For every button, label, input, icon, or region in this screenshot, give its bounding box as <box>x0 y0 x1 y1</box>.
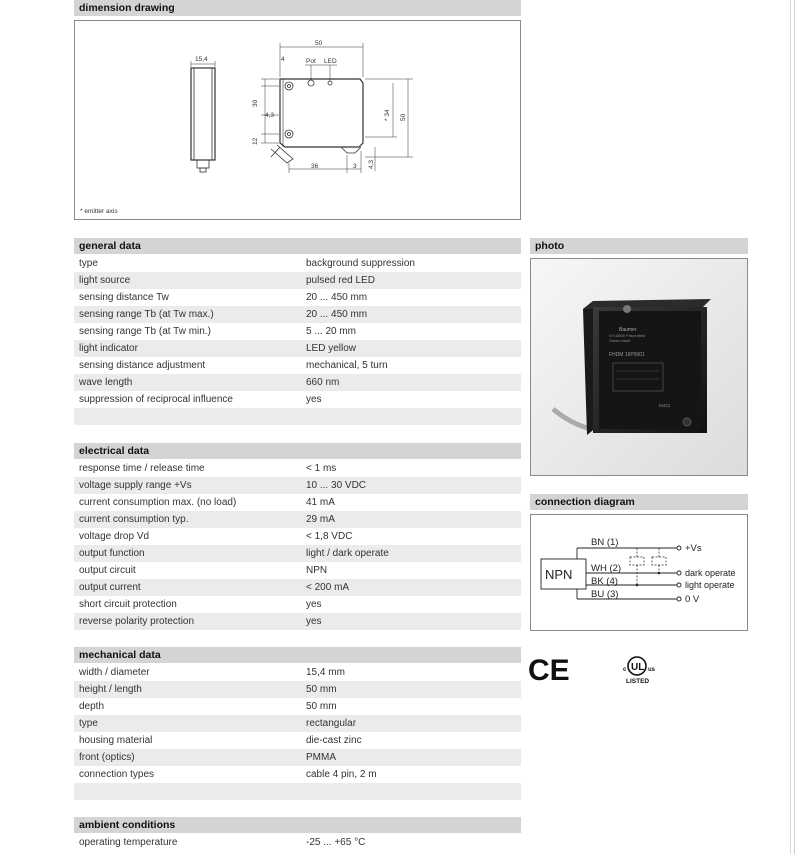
photo-brand-label: Baumer <box>619 327 637 333</box>
row-value: 20 ... 450 mm <box>306 292 368 303</box>
row-value: 41 mA <box>306 497 335 508</box>
row-label: voltage drop Vd <box>79 531 150 542</box>
dimension-drawing-header: dimension drawing <box>74 0 521 16</box>
row-label: reverse polarity protection <box>79 616 195 627</box>
dim-30-label: 30 <box>252 99 259 107</box>
ul-listed-icon <box>618 654 662 686</box>
wire-bu-label: BU (3) <box>591 589 619 600</box>
row-label: voltage supply range +Vs <box>79 480 192 491</box>
output-vs-label: +Vs <box>685 543 702 554</box>
row-value: NPN <box>306 565 328 576</box>
row-label: response time / release time <box>79 463 205 474</box>
ambient-conditions-header: ambient conditions <box>74 817 521 833</box>
table-row <box>74 272 521 289</box>
dim-3-label: 3 <box>353 163 357 170</box>
row-label: wave length <box>79 377 133 388</box>
photo-panel <box>530 258 748 476</box>
page-edge-line <box>790 0 791 854</box>
table-row <box>74 477 521 494</box>
dim-34-label: * 34 <box>384 109 391 121</box>
mechanical-data-header: mechanical data <box>74 647 521 663</box>
row-label: output function <box>79 548 145 559</box>
photo-origin-label: Swiss made <box>609 338 631 343</box>
table-row <box>74 698 521 715</box>
row-value: cable 4 pin, 2 m <box>306 769 377 780</box>
row-value: yes <box>306 616 322 627</box>
table-row <box>74 613 521 630</box>
row-value: mechanical, 5 turn <box>306 360 388 371</box>
row-label: output circuit <box>79 565 136 576</box>
table-row <box>74 749 521 766</box>
dim-50v-label: 50 <box>400 113 407 121</box>
table-row <box>74 289 521 306</box>
row-value: rectangular <box>306 718 357 729</box>
row-value: 50 mm <box>306 701 337 712</box>
row-value: 50 mm <box>306 684 337 695</box>
electrical-data-table <box>74 460 521 630</box>
row-value: yes <box>306 394 322 405</box>
row-value: < 1,8 VDC <box>306 531 353 542</box>
table-row <box>74 562 521 579</box>
table-row <box>74 494 521 511</box>
table-row <box>74 511 521 528</box>
row-value: -25 ... +65 °C <box>306 837 366 848</box>
sensor-photo <box>531 259 747 475</box>
row-label: housing material <box>79 735 153 746</box>
output-dark-label: dark operate <box>685 568 736 578</box>
electrical-data-header: electrical data <box>74 443 521 459</box>
table-row <box>74 391 521 408</box>
row-label: connection types <box>79 769 155 780</box>
row-value: 660 nm <box>306 377 340 388</box>
output-light-label: light operate <box>685 580 735 590</box>
row-label: front (optics) <box>79 752 135 763</box>
npn-label: NPN <box>545 567 573 582</box>
row-label: type <box>79 258 98 269</box>
output-0v-label: 0 V <box>685 594 700 605</box>
row-label: sensing distance adjustment <box>79 360 206 371</box>
general-data-table <box>74 255 521 425</box>
table-row <box>74 306 521 323</box>
row-label: light source <box>79 275 131 286</box>
table-row <box>74 528 521 545</box>
wire-wh-label: WH (2) <box>591 563 622 574</box>
ul-c-text: c <box>623 667 627 673</box>
dim-top-label: 50 <box>315 40 323 47</box>
row-value: 10 ... 30 VDC <box>306 480 367 491</box>
table-row <box>74 545 521 562</box>
row-label: height / length <box>79 684 142 695</box>
dim-43b-label: 4,3 <box>368 159 375 169</box>
table-row <box>74 681 521 698</box>
table-row <box>74 732 521 749</box>
row-value: background suppression <box>306 258 415 269</box>
dim-4-label: 4 <box>281 56 285 63</box>
ce-mark-icon <box>528 652 570 684</box>
row-value: < 1 ms <box>306 463 337 474</box>
connection-diagram-panel <box>530 514 748 631</box>
row-value: 29 mA <box>306 514 335 525</box>
ul-us-text: us <box>648 667 656 673</box>
table-row <box>74 323 521 340</box>
row-value: < 200 mA <box>306 582 350 593</box>
page-edge-line-2 <box>794 0 795 854</box>
row-label: sensing range Tb (at Tw min.) <box>79 326 211 337</box>
row-label: width / diameter <box>79 667 150 678</box>
photo-address-label: CH-8500 Frauenfeld <box>609 333 646 338</box>
row-value: LED yellow <box>306 343 357 354</box>
row-value: die-cast zinc <box>306 735 362 746</box>
row-label: sensing distance Tw <box>79 292 169 303</box>
row-label: depth <box>79 701 105 712</box>
table-row <box>74 357 521 374</box>
dim-led-label: LED <box>324 58 337 65</box>
table-row <box>74 596 521 613</box>
row-value: 5 ... 20 mm <box>306 326 357 337</box>
table-spacer-row <box>74 408 521 425</box>
table-row <box>74 664 521 681</box>
footnote: * emitter axis <box>80 208 118 215</box>
row-value: pulsed red LED <box>306 275 375 286</box>
table-row <box>74 374 521 391</box>
row-label: sensing range Tb (at Tw max.) <box>79 309 214 320</box>
dim-36-label: 36 <box>311 163 319 170</box>
photo-code-label: M421 <box>659 403 671 408</box>
dimension-drawing-panel <box>74 20 521 220</box>
table-spacer-row <box>74 783 521 800</box>
row-label: output current <box>79 582 141 593</box>
ul-listed-text: LISTED <box>626 678 650 685</box>
ce-mark-text: CE <box>528 654 570 684</box>
row-label: current consumption typ. <box>79 514 189 525</box>
general-data-header: general data <box>74 238 521 254</box>
table-row <box>74 579 521 596</box>
wire-bk-label: BK (4) <box>591 576 618 587</box>
ambient-conditions-table <box>74 834 521 851</box>
row-label: light indicator <box>79 343 138 354</box>
dim-width-label: 15,4 <box>195 56 208 63</box>
mechanical-data-table <box>74 664 521 800</box>
table-row <box>74 766 521 783</box>
dim-pot-label: Pot <box>306 58 316 65</box>
row-value: light / dark operate <box>306 548 389 559</box>
row-label: current consumption max. (no load) <box>79 497 237 508</box>
wire-bn-label: BN (1) <box>591 537 619 548</box>
ul-main-text: UL <box>631 662 645 673</box>
table-row <box>74 834 521 851</box>
row-value: PMMA <box>306 752 336 763</box>
table-row <box>74 340 521 357</box>
dimension-drawing <box>75 21 520 219</box>
row-value: yes <box>306 599 322 610</box>
photo-header: photo <box>530 238 748 254</box>
row-value: 20 ... 450 mm <box>306 309 368 320</box>
row-label: type <box>79 718 98 729</box>
row-label: operating temperature <box>79 837 178 848</box>
dim-43-label: 4,3 <box>265 112 275 119</box>
dim-12-label: 12 <box>252 137 259 145</box>
connection-diagram <box>531 515 747 630</box>
row-value: 15,4 mm <box>306 667 345 678</box>
row-label: short circuit protection <box>79 599 177 610</box>
connection-diagram-header: connection diagram <box>530 494 748 510</box>
table-row <box>74 255 521 272</box>
photo-model-label: FHDM 16P5001 <box>609 352 645 358</box>
table-row <box>74 715 521 732</box>
row-label: suppression of reciprocal influence <box>79 394 233 405</box>
table-row <box>74 460 521 477</box>
